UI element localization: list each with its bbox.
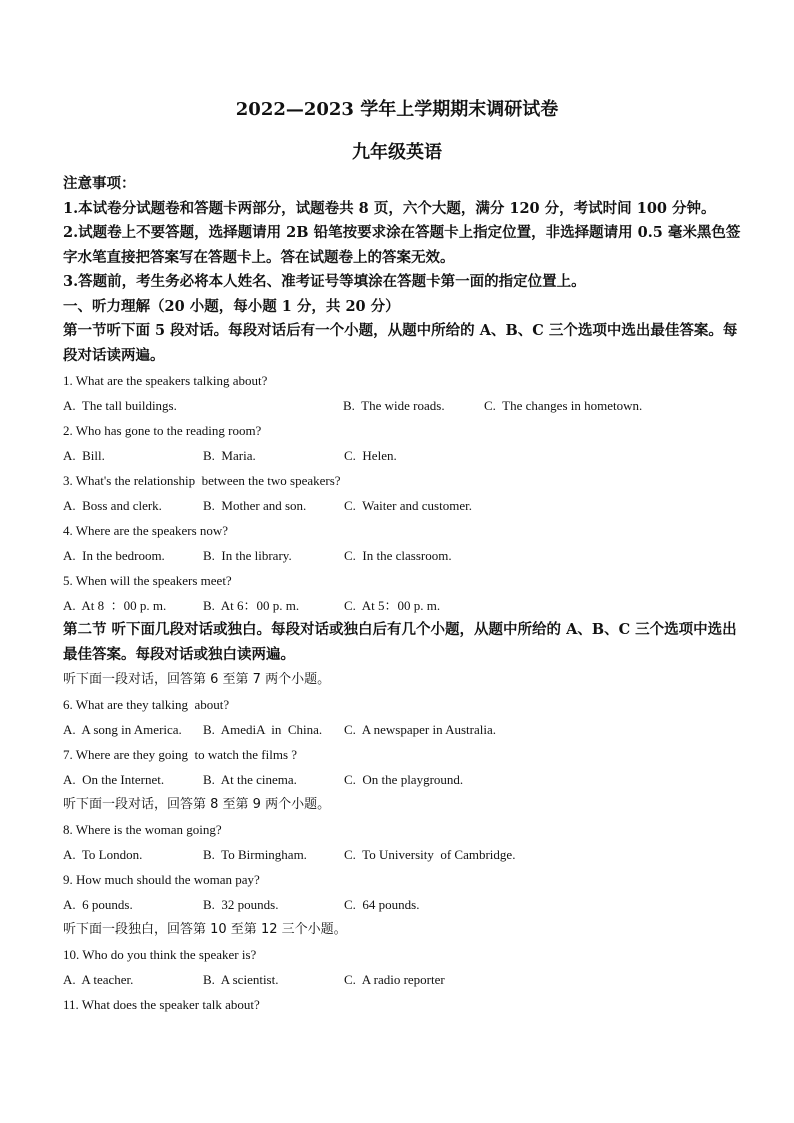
option-b: B. In the library. [203,548,292,563]
option-b: B. Mother and son. [203,498,307,513]
option-c: C. The changes in hometown. [484,398,643,413]
options-1 [63,393,741,418]
question-4: 4. Where are the speakers now? [63,523,229,538]
intro-8-9: 听下面一段对话，回答第 8 至第 9 两个小题。 [63,797,331,812]
options-4 [63,543,741,568]
option-b: B. The wide roads. [343,398,445,413]
exam-body [63,172,741,1017]
option-a: A. In the bedroom. [63,548,165,563]
options-2 [63,443,741,468]
question-10: 10. Who do you think the speaker is? [63,947,257,962]
question-8: 8. Where is the woman going? [63,822,222,837]
option-b: B. AmediA in China. [203,722,323,737]
options-7 [63,767,741,792]
question-9: 9. How much should the woman pay? [63,872,260,887]
option-b: B. At the cinema. [203,772,297,787]
option-b: B. At 6：00 p. m. [203,598,300,613]
part2-instructions: 第二节 听下面几段对话或独白。每段对话或独白后有几个小题，从题中所给的 A、B、C 三个选项中选出最佳答案。每段对话或独白读两遍。 [63,621,737,663]
option-b: B. 32 pounds. [203,897,279,912]
question-2: 2. Who has gone to the reading room? [63,423,262,438]
option-b: B. A scientist. [203,972,279,987]
option-a: A. Boss and clerk. [63,498,162,513]
options-10 [63,967,741,992]
option-c: C. On the playground. [344,772,464,787]
option-a: A. To London. [63,847,143,862]
question-11: 11. What does the speaker talk about? [63,997,260,1012]
option-c: C. Waiter and customer. [344,498,472,513]
option-a: A. At 8 ：00 p. m. [63,598,167,613]
options-6 [63,717,741,742]
option-c: C. 64 pounds. [344,897,420,912]
options-3 [63,493,741,518]
option-a: A. Bill. [63,448,105,463]
question-7: 7. Where are they going to watch the films ? [63,747,298,762]
option-a: A. A teacher. [63,972,134,987]
note-item-1: 1.本试卷分试题卷和答题卡两部分，试题卷共 8 页，六个大题，满分 120 分，考试时间 100 分钟。 [63,199,716,217]
option-b: B. To Birmingham. [203,847,307,862]
option-a: A. The tall buildings. [63,398,177,413]
option-c: C. In the classroom. [344,548,452,563]
note-item-2: 2.试题卷上不要答题，选择题请用 2B 铅笔按要求涂在答题卡上指定位置，非选择题请用 0.5 毫米黑色签字水笔直接把答案写在答题卡上。答在试题卷上的答案无效。 [63,224,741,266]
option-c: C. A radio reporter [344,972,445,987]
option-a: A. A song in America. [63,722,182,737]
intro-6-7: 听下面一段对话，回答第 6 至第 7 两个小题。 [63,672,331,687]
option-b: B. Maria. [203,448,256,463]
options-5 [63,593,741,618]
option-a: A. On the Internet. [63,772,165,787]
note-item-3: 3.答题前，考生务必将本人姓名、准考证号等填涂在答题卡第一面的指定位置上。 [63,273,586,290]
part1-instructions: 第一节听下面 5 段对话。每段对话后有一个小题，从题中所给的 A、B、C 三个选项中选出最佳答案。每段对话读两遍。 [63,322,738,364]
option-c: C. At 5：00 p. m. [344,598,441,613]
option-c: C. Helen. [344,448,397,463]
options-8 [63,842,741,867]
notes-heading: 注意事项： [63,175,136,192]
option-c: C. To University of Cambridge. [344,847,516,862]
option-c: C. A newspaper in Australia. [344,722,497,737]
section-heading: 一、听力理解（20 小题，每小题 1 分，共 20 分） [63,297,400,315]
question-6: 6. What are they talking about? [63,697,230,712]
question-5: 5. When will the speakers meet? [63,573,232,588]
exam-subtitle: 九年级英语 [352,142,442,163]
option-a: A. 6 pounds. [63,897,133,912]
question-3: 3. What's the relationship between the two speakers? [63,473,341,488]
question-1: 1. What are the speakers talking about? [63,373,268,388]
exam-title: 2022—2023 学年上学期期末调研试卷 [235,99,559,120]
options-9 [63,892,741,917]
intro-10-12: 听下面一段独白，回答第 10 至第 12 三个小题。 [63,922,347,937]
